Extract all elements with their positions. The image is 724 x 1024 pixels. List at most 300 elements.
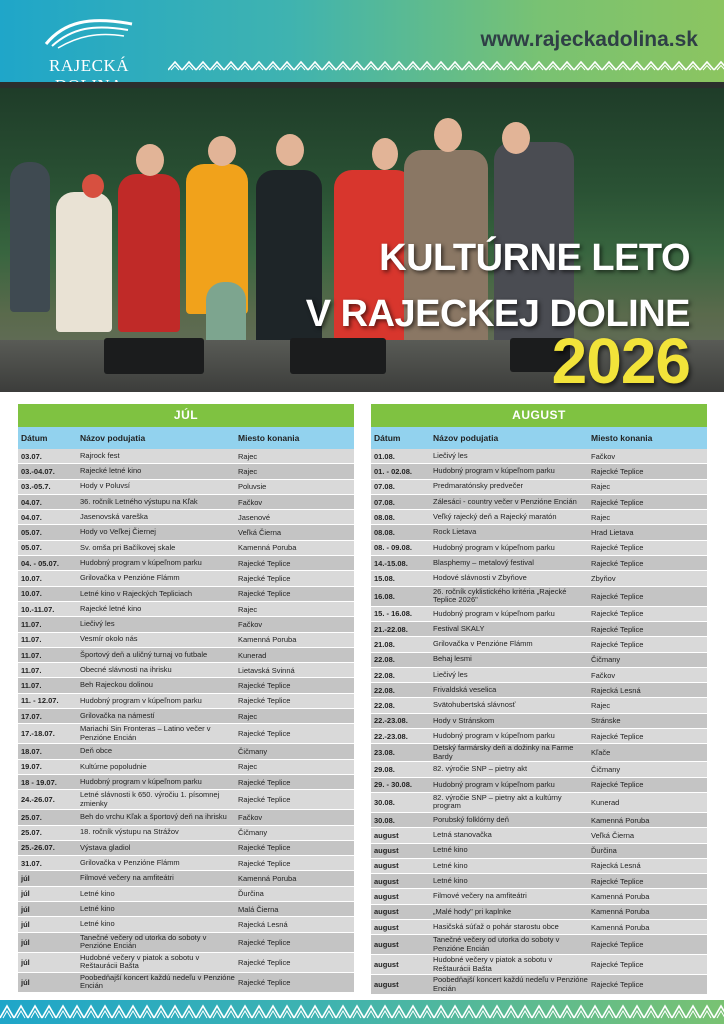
table-row bbox=[371, 778, 707, 793]
performer-head bbox=[82, 174, 104, 198]
august-title: AUGUST bbox=[371, 404, 707, 427]
table-row bbox=[371, 828, 707, 843]
hero-stage-photo bbox=[0, 82, 724, 392]
event-place: Jasenové bbox=[238, 512, 271, 522]
event-date: 18.07. bbox=[21, 746, 42, 756]
event-date: 03.07. bbox=[21, 451, 42, 461]
event-place: Kamenná Poruba bbox=[238, 874, 297, 884]
event-date: 08. - 09.08. bbox=[374, 543, 412, 553]
event-date: 16.08. bbox=[374, 591, 395, 601]
event-place: Rajecké Teplice bbox=[591, 876, 644, 886]
event-place: Rajecká Lesná bbox=[238, 919, 288, 929]
event-name: Hody vo Veľkej Čiernej bbox=[80, 527, 156, 537]
event-name: Hudobný program v kúpeľnom parku bbox=[433, 466, 555, 476]
table-row bbox=[18, 724, 354, 744]
event-place: Rajec bbox=[238, 762, 258, 772]
event-place: Rajecké Teplice bbox=[591, 624, 644, 634]
table-row bbox=[18, 464, 354, 479]
event-name: Hody v Poluvsí bbox=[80, 481, 131, 491]
table-row bbox=[371, 762, 707, 777]
event-name: Jasenovská vareška bbox=[80, 512, 148, 522]
event-date: 30.08. bbox=[374, 815, 395, 825]
event-name: Letné kino bbox=[433, 876, 468, 886]
event-date: júl bbox=[21, 957, 30, 967]
table-row bbox=[18, 602, 354, 617]
event-date: 05.07. bbox=[21, 528, 42, 538]
event-place: Rajecké Teplice bbox=[591, 940, 644, 950]
august-rows bbox=[371, 449, 707, 995]
event-date: 01. - 02.08. bbox=[374, 466, 412, 476]
event-name: Poobedňajší koncert každú nedeľu v Penzióne Encián bbox=[80, 972, 235, 991]
event-name: Porubský folklórny deň bbox=[433, 814, 509, 824]
event-date: 11.07. bbox=[21, 650, 42, 660]
table-row bbox=[371, 793, 707, 813]
event-place: Veľká Čierna bbox=[591, 830, 635, 840]
valley-wave-icon bbox=[44, 14, 134, 52]
event-date: 19.07. bbox=[21, 762, 42, 772]
july-title: JÚL bbox=[18, 404, 354, 427]
event-name: Hudobný program v kúpeľnom parku bbox=[80, 557, 202, 567]
july-schedule-table bbox=[18, 404, 354, 993]
event-name: Letná stanovačka bbox=[433, 830, 492, 840]
table-row bbox=[18, 525, 354, 540]
event-place: Čičmany bbox=[238, 746, 268, 756]
event-place: Fačkov bbox=[238, 619, 263, 629]
event-name: Predmaratónsky predvečer bbox=[433, 481, 524, 491]
hero-title-line-2: V RAJECKEJ DOLINE bbox=[305, 293, 690, 335]
event-date: júl bbox=[21, 889, 30, 899]
event-place: Rajecké Teplice bbox=[591, 466, 644, 476]
event-name: Poobedňajší koncert každú nedeľu v Penzióne Encián bbox=[433, 975, 588, 993]
table-row bbox=[18, 775, 354, 790]
event-name: 82. výročie SNP – pietny akt a kultúrny program bbox=[433, 792, 562, 811]
event-date: 04. - 05.07. bbox=[21, 558, 59, 568]
event-date: 25.-26.07. bbox=[21, 843, 55, 853]
table-row bbox=[18, 587, 354, 602]
event-date: 22.08. bbox=[374, 655, 395, 665]
table-row bbox=[371, 744, 707, 762]
performer-figure bbox=[56, 192, 112, 332]
column-place: Miesto konania bbox=[591, 433, 653, 443]
table-row bbox=[18, 571, 354, 586]
brand-name: RAJECKÁ bbox=[48, 56, 129, 75]
event-name: 82. výročie SNP – pietny akt bbox=[433, 764, 528, 774]
event-date: 07.08. bbox=[374, 497, 395, 507]
event-name: Hudobné večery v piatok a sobotu v Reštaurácii Bašta bbox=[80, 952, 200, 971]
table-row bbox=[18, 617, 354, 632]
event-name: Letné kino bbox=[80, 903, 115, 913]
event-name: Hudobné večery v piatok a sobotu v Reštaurácii Bašta bbox=[433, 955, 553, 973]
footer-zigzag-border bbox=[0, 1000, 724, 1024]
event-place: Lietavská Svinná bbox=[238, 665, 295, 675]
event-name: Sv. omša pri Bačíkovej skale bbox=[80, 542, 176, 552]
event-date: 25.07. bbox=[21, 812, 42, 822]
performer-head bbox=[372, 138, 398, 170]
event-place: Rajec bbox=[591, 701, 611, 711]
event-place: Rajecké Teplice bbox=[591, 960, 644, 970]
event-place: Čičmany bbox=[591, 655, 621, 665]
event-date: 17.-18.07. bbox=[21, 729, 55, 739]
event-name: Hudobný program v kúpeľnom parku bbox=[433, 779, 555, 789]
hero-year: 2026 bbox=[551, 325, 690, 392]
event-name: Rock Lietava bbox=[433, 527, 477, 537]
event-place: Rajecké Teplice bbox=[591, 558, 644, 568]
table-row bbox=[18, 480, 354, 495]
table-row bbox=[371, 935, 707, 955]
july-column-header bbox=[18, 427, 354, 449]
event-date: 21.08. bbox=[374, 639, 395, 649]
event-date: august bbox=[374, 960, 399, 970]
table-row bbox=[371, 556, 707, 571]
event-name: Hudobný program v kúpeľnom parku bbox=[80, 695, 202, 705]
table-row bbox=[371, 525, 707, 540]
event-name: „Malé hody" pri kaplnke bbox=[433, 906, 512, 916]
performer-figure bbox=[10, 162, 50, 312]
table-row bbox=[371, 622, 707, 637]
event-place: Stránske bbox=[591, 716, 621, 726]
table-row bbox=[18, 790, 354, 810]
event-name: Veľký rajecký deň a Rajecký maratón bbox=[433, 512, 557, 522]
event-place: Rajec bbox=[591, 512, 611, 522]
event-date: august bbox=[374, 861, 399, 871]
table-row bbox=[18, 541, 354, 556]
event-place: Kamenná Poruba bbox=[591, 907, 650, 917]
column-place: Miesto konania bbox=[238, 433, 300, 443]
event-name: Liečivý les bbox=[433, 450, 468, 460]
event-date: august bbox=[374, 830, 399, 840]
event-date: 22.-23.08. bbox=[374, 716, 408, 726]
event-place: Rajecké Teplice bbox=[591, 543, 644, 553]
event-place: Rajecké Teplice bbox=[591, 780, 644, 790]
table-row bbox=[371, 698, 707, 713]
table-row bbox=[371, 813, 707, 828]
table-row bbox=[18, 633, 354, 648]
table-row bbox=[18, 917, 354, 932]
table-row bbox=[18, 678, 354, 693]
event-place: Ďurčina bbox=[238, 889, 264, 899]
table-row bbox=[18, 887, 354, 902]
event-date: 15. - 16.08. bbox=[374, 609, 412, 619]
event-place: Fačkov bbox=[591, 451, 616, 461]
event-place: Poluvsie bbox=[238, 482, 267, 492]
event-name: Filmové večery na amfiteátri bbox=[433, 891, 527, 901]
event-place: Čičmany bbox=[238, 828, 268, 838]
event-place: Rajecké Teplice bbox=[591, 609, 644, 619]
event-name: Hasičská súťaž o pohár starostu obce bbox=[433, 921, 559, 931]
event-name: Letné kino bbox=[433, 845, 468, 855]
event-place: Rajec bbox=[591, 482, 611, 492]
event-name: Detský farmársky deň a dožinky na Farme Bardy bbox=[433, 743, 574, 761]
event-date: 05.07. bbox=[21, 543, 42, 553]
column-event: Názov podujatia bbox=[433, 432, 499, 443]
event-name: Grilovačka v Penzióne Flámm bbox=[433, 639, 533, 649]
table-row bbox=[371, 714, 707, 729]
event-date: 23.08. bbox=[374, 748, 395, 758]
event-place: Rajecké Teplice bbox=[238, 843, 291, 853]
table-row bbox=[371, 955, 707, 975]
event-place: Rajec bbox=[238, 604, 258, 614]
event-name: Vesmír okolo nás bbox=[80, 634, 138, 644]
event-date: 08.08. bbox=[374, 528, 395, 538]
table-row bbox=[371, 920, 707, 935]
event-date: august bbox=[374, 922, 399, 932]
event-place: Rajec bbox=[238, 451, 258, 461]
table-row bbox=[371, 541, 707, 556]
event-place: Kamenná Poruba bbox=[591, 922, 650, 932]
event-name: Hudobný program v kúpeľnom parku bbox=[433, 730, 555, 740]
event-date: 08.08. bbox=[374, 512, 395, 522]
event-place: Kľače bbox=[591, 748, 611, 758]
table-row bbox=[18, 933, 354, 953]
event-date: 22.08. bbox=[374, 685, 395, 695]
event-name: Hodové slávnosti v Zbyňove bbox=[433, 573, 527, 583]
column-date: Dátum bbox=[374, 433, 401, 443]
event-date: august bbox=[374, 876, 399, 886]
event-date: 10.-11.07. bbox=[21, 604, 55, 614]
table-row bbox=[371, 480, 707, 495]
table-row bbox=[371, 844, 707, 859]
event-name: Grilovačka na námestí bbox=[80, 710, 155, 720]
column-event: Názov podujatia bbox=[80, 432, 146, 443]
event-name: Rajrock fest bbox=[80, 450, 120, 460]
event-date: 22.08. bbox=[374, 701, 395, 711]
stage-speaker bbox=[290, 338, 386, 374]
event-date: 14.-15.08. bbox=[374, 558, 408, 568]
event-date: 30.08. bbox=[374, 797, 395, 807]
table-row bbox=[18, 871, 354, 886]
table-row bbox=[18, 449, 354, 464]
event-place: Rajecké Teplice bbox=[238, 729, 291, 739]
hero-title-line-1: KULTÚRNE LETO bbox=[379, 237, 690, 279]
event-date: august bbox=[374, 980, 399, 990]
event-name: Kultúrne popoludnie bbox=[80, 761, 147, 771]
event-date: august bbox=[374, 907, 399, 917]
table-row bbox=[371, 607, 707, 622]
event-name: Beh Rajeckou dolinou bbox=[80, 680, 153, 690]
event-date: august bbox=[374, 846, 399, 856]
event-place: Rajecké Teplice bbox=[238, 589, 291, 599]
table-row bbox=[18, 709, 354, 724]
event-date: júl bbox=[21, 977, 30, 987]
table-row bbox=[371, 975, 707, 995]
event-name: Hudobný program v kúpeľnom parku bbox=[80, 776, 202, 786]
column-date: Dátum bbox=[21, 433, 48, 443]
event-date: júl bbox=[21, 904, 30, 914]
event-date: 15.08. bbox=[374, 574, 395, 584]
event-date: 03.-05.7. bbox=[21, 482, 51, 492]
event-date: júl bbox=[21, 919, 30, 929]
event-name: Športový deň a uličný turnaj vo futbale bbox=[80, 649, 208, 659]
decorative-zigzag-border bbox=[168, 60, 724, 72]
event-name: Beh do vrchu Kľak a športový deň na ihrisku bbox=[80, 812, 227, 822]
performer-figure bbox=[118, 174, 180, 332]
event-place: Rajecké Teplice bbox=[238, 937, 291, 947]
table-row bbox=[18, 760, 354, 775]
table-row bbox=[371, 510, 707, 525]
event-date: 18 - 19.07. bbox=[21, 777, 57, 787]
event-place: Rajecké Teplice bbox=[238, 777, 291, 787]
event-name: Tanečné večery od utorka do soboty v Penzióne Encián bbox=[433, 935, 560, 953]
event-place: Kamenná Poruba bbox=[238, 543, 297, 553]
stage-speaker bbox=[104, 338, 204, 374]
event-name: Rajecké letné kino bbox=[80, 603, 142, 613]
table-row bbox=[371, 683, 707, 698]
event-name: Obecné slávnosti na ihrisku bbox=[80, 665, 172, 675]
table-row bbox=[18, 556, 354, 571]
event-name: Letné slávnosti k 650. výročiu 1. písomnej zmienky bbox=[80, 790, 220, 808]
event-date: august bbox=[374, 940, 399, 950]
event-place: Hrad Lietava bbox=[591, 528, 634, 538]
table-row bbox=[371, 449, 707, 464]
table-row bbox=[371, 653, 707, 668]
event-name: Hudobný program v kúpeľnom parku bbox=[433, 608, 555, 618]
event-name: Svätohubertská slávnosť bbox=[433, 700, 516, 710]
event-date: 17.07. bbox=[21, 711, 42, 721]
event-place: Fačkov bbox=[591, 670, 616, 680]
event-name: Filmové večery na amfiteátri bbox=[80, 873, 174, 883]
event-name: Blasphemy – metalový festival bbox=[433, 557, 534, 567]
event-date: 22.08. bbox=[374, 670, 395, 680]
event-name: Rajecké letné kino bbox=[80, 466, 142, 476]
event-date: 01.08. bbox=[374, 451, 395, 461]
event-date: júl bbox=[21, 874, 30, 884]
event-date: 11.07. bbox=[21, 619, 42, 629]
event-date: 10.07. bbox=[21, 589, 42, 599]
event-place: Rajecké Teplice bbox=[238, 957, 291, 967]
event-date: 29.08. bbox=[374, 764, 395, 774]
event-date: 11.07. bbox=[21, 665, 42, 675]
event-date: 11.07. bbox=[21, 681, 42, 691]
event-place: Veľká Čierna bbox=[238, 528, 282, 538]
event-name: Výstava gladiol bbox=[80, 842, 131, 852]
event-place: Kunerad bbox=[238, 650, 267, 660]
event-place: Rajecké Teplice bbox=[591, 731, 644, 741]
table-row bbox=[371, 587, 707, 607]
header-banner bbox=[0, 0, 724, 82]
event-name: 26. ročník cyklistického kritéria „Rajecké Teplice 2026" bbox=[433, 586, 567, 605]
brand-logo[interactable] bbox=[14, 12, 164, 76]
event-name: Grilovačka v Penzióne Flámm bbox=[80, 858, 180, 868]
event-place: Kamenná Poruba bbox=[591, 892, 650, 902]
event-name: Frivaldská veselica bbox=[433, 685, 497, 695]
event-name: Mariachi Sin Fronteras – Latino večer v Penzióne Encián bbox=[80, 724, 211, 742]
event-place: Ďurčina bbox=[591, 846, 617, 856]
august-schedule-table bbox=[371, 404, 707, 995]
event-date: 11.07. bbox=[21, 635, 42, 645]
event-place: Rajec bbox=[238, 711, 258, 721]
august-column-header bbox=[371, 427, 707, 449]
event-place: Kamenná Poruba bbox=[238, 635, 297, 645]
event-place: Rajecká Lesná bbox=[591, 861, 641, 871]
event-place: Rajecké Teplice bbox=[238, 858, 291, 868]
performer-head bbox=[208, 136, 236, 166]
event-place: Kamenná Poruba bbox=[591, 815, 650, 825]
table-row bbox=[371, 637, 707, 652]
july-rows bbox=[18, 449, 354, 993]
event-date: 04.07. bbox=[21, 512, 42, 522]
table-row bbox=[18, 902, 354, 917]
event-place: Rajecké Teplice bbox=[238, 977, 291, 987]
website-link[interactable]: www.rajeckadolina.sk bbox=[480, 28, 698, 51]
table-row bbox=[18, 856, 354, 871]
event-place: Čičmany bbox=[591, 764, 621, 774]
event-name: Letné kino bbox=[80, 888, 115, 898]
event-date: 04.07. bbox=[21, 497, 42, 507]
event-date: 24.-26.07. bbox=[21, 795, 55, 805]
event-place: Fačkov bbox=[238, 812, 263, 822]
table-row bbox=[371, 729, 707, 744]
event-place: Rajecké Teplice bbox=[238, 574, 291, 584]
event-name: Letné kino bbox=[433, 860, 468, 870]
event-place: Rajecké Teplice bbox=[238, 558, 291, 568]
event-name: Hudobný program v kúpeľnom parku bbox=[433, 542, 555, 552]
event-place: Rajecké Teplice bbox=[238, 696, 291, 706]
event-place: Rajec bbox=[238, 466, 258, 476]
event-date: 07.08. bbox=[374, 482, 395, 492]
event-date: 21.-22.08. bbox=[374, 624, 408, 634]
event-name: 18. ročník výstupu na Strážov bbox=[80, 827, 179, 837]
event-name: Liečivý les bbox=[433, 669, 468, 679]
table-row bbox=[371, 571, 707, 586]
performer-head bbox=[276, 134, 304, 166]
decorative-zigzag-pattern bbox=[0, 1000, 724, 1024]
event-name: Behaj lesmi bbox=[433, 654, 472, 664]
table-row bbox=[371, 874, 707, 889]
event-name: 36. ročník Letného výstupu na Kľak bbox=[80, 496, 198, 506]
event-place: Rajecké Teplice bbox=[591, 980, 644, 990]
table-row bbox=[18, 510, 354, 525]
event-date: 11. - 12.07. bbox=[21, 696, 59, 706]
event-name: Tanečné večery od utorka do soboty v Penzióne Encián bbox=[80, 932, 207, 951]
event-place: Rajecká Lesná bbox=[591, 685, 641, 695]
event-date: 25.07. bbox=[21, 828, 42, 838]
event-place: Malá Čierna bbox=[238, 904, 279, 914]
table-row bbox=[371, 668, 707, 683]
performer-head bbox=[136, 144, 164, 176]
event-place: Kunerad bbox=[591, 797, 620, 807]
event-name: Liečivý les bbox=[80, 619, 115, 629]
table-row bbox=[371, 889, 707, 904]
table-row bbox=[18, 973, 354, 993]
event-date: 31.07. bbox=[21, 858, 42, 868]
event-name: Letné kino v Rajeckých Tepliciach bbox=[80, 588, 193, 598]
event-name: Hody v Stránskom bbox=[433, 715, 495, 725]
table-row bbox=[18, 495, 354, 510]
table-row bbox=[371, 859, 707, 874]
performer-head bbox=[434, 118, 462, 152]
table-row bbox=[371, 464, 707, 479]
event-place: Rajecké Teplice bbox=[238, 681, 291, 691]
table-row bbox=[18, 953, 354, 973]
event-place: Rajecké Teplice bbox=[238, 795, 291, 805]
event-place: Rajecké Teplice bbox=[591, 497, 644, 507]
table-row bbox=[371, 905, 707, 920]
event-place: Rajecké Teplice bbox=[591, 591, 644, 601]
event-place: Rajecké Teplice bbox=[591, 639, 644, 649]
event-date: 22.-23.08. bbox=[374, 731, 408, 741]
event-date: 29. - 30.08. bbox=[374, 780, 412, 790]
table-row bbox=[18, 826, 354, 841]
event-name: Festival SKALY bbox=[433, 623, 485, 633]
event-name: Grilovačka v Penzióne Flámm bbox=[80, 573, 180, 583]
event-name: Zálesáci - country večer v Penzióne Encián bbox=[433, 496, 577, 506]
table-row bbox=[18, 810, 354, 825]
event-name: Letné kino bbox=[80, 919, 115, 929]
event-place: Fačkov bbox=[238, 497, 263, 507]
table-row bbox=[371, 495, 707, 510]
table-row bbox=[18, 648, 354, 663]
table-row bbox=[18, 841, 354, 856]
